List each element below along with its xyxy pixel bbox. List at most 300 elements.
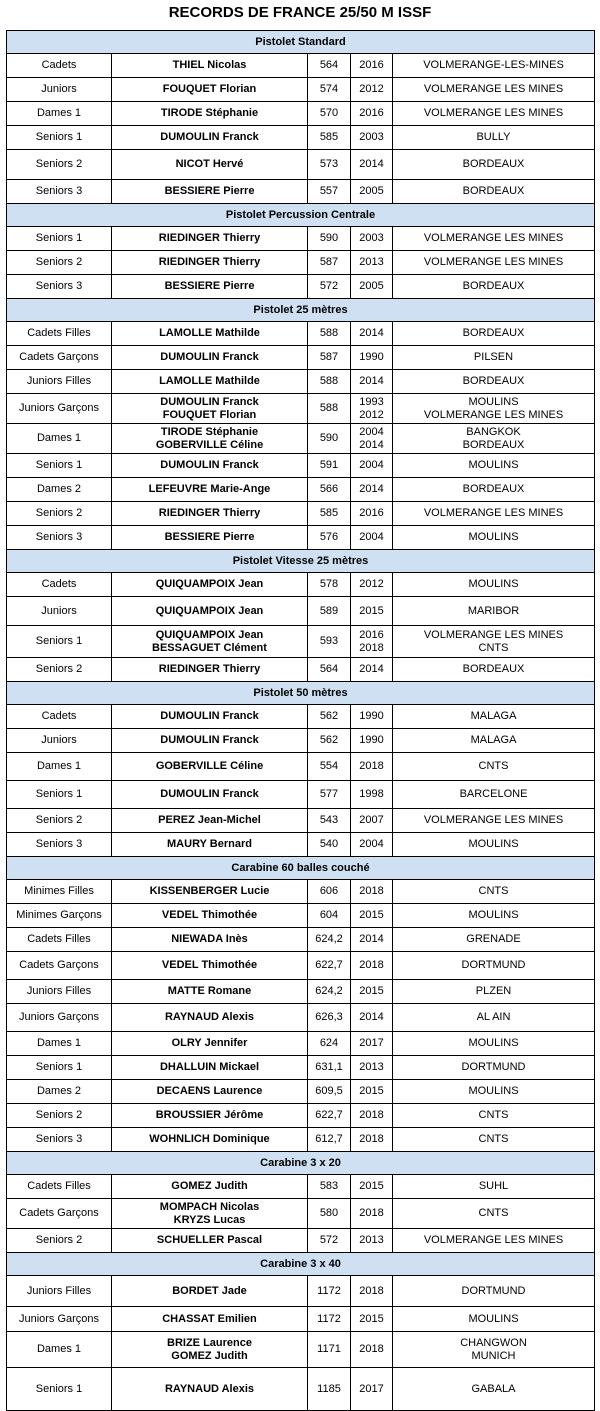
shooter-name-cell — [111, 833, 307, 856]
place-cell — [392, 705, 594, 728]
table-row — [7, 927, 594, 951]
place-cell — [392, 78, 594, 101]
year-cell — [350, 1332, 392, 1367]
section — [7, 203, 594, 298]
category-cell: Minimes Garçons — [16, 909, 102, 921]
place-cell — [392, 180, 594, 203]
place-cell-line: VOLMERANGE LES MINES — [423, 107, 564, 119]
shooter-name-cell-line: SCHUELLER Pascal — [156, 1234, 263, 1246]
year-cell — [350, 502, 392, 525]
shooter-name-cell-line: KRYZS Lucas — [173, 1213, 246, 1226]
place-cell-line: CNTS — [478, 1207, 509, 1219]
year-cell — [350, 478, 392, 501]
year-cell-line: 2015 — [359, 1312, 384, 1325]
place-cell — [392, 394, 594, 423]
place-cell — [392, 781, 594, 808]
year-cell — [350, 526, 392, 549]
place-cell-line: BULLY — [476, 131, 511, 143]
shooter-name-cell-line: MATTE Romane — [167, 985, 252, 997]
shooter-name-cell — [111, 753, 307, 780]
table-row — [7, 596, 594, 625]
shooter-name-cell — [111, 1032, 307, 1055]
section — [7, 1151, 594, 1252]
year-cell-line: 1990 — [359, 351, 384, 363]
shooter-name-cell — [111, 1004, 307, 1031]
category-cell: Seniors 3 — [35, 1133, 83, 1145]
year-cell-line: 2018 — [359, 1133, 384, 1145]
year-cell-line: 2014 — [359, 663, 384, 675]
table-row — [7, 1198, 594, 1228]
shooter-name-cell-line: BORDET Jade — [172, 1284, 247, 1297]
shooter-name-cell-line: LAMOLLE Mathilde — [159, 327, 260, 339]
year-cell-line: 2014 — [359, 327, 384, 339]
category-cell: Seniors 1 — [35, 131, 83, 143]
shooter-name-cell — [111, 904, 307, 927]
year-cell — [350, 78, 392, 101]
year-cell — [350, 1307, 392, 1331]
section — [7, 298, 594, 549]
place-cell-line: MARIBOR — [467, 604, 520, 617]
year-cell — [350, 705, 392, 728]
category-cell: Seniors 2 — [35, 507, 83, 519]
place-cell-line: CNTS — [478, 1133, 509, 1145]
score-cell: 624 — [307, 1032, 350, 1055]
table-row — [7, 179, 594, 203]
year-cell-line: 2014 — [359, 933, 384, 945]
shooter-name-cell-line: VEDEL Thimothée — [161, 959, 258, 971]
shooter-name-cell — [111, 526, 307, 549]
table-row — [7, 125, 594, 149]
shooter-name-cell-line: RIEDINGER Thierry — [158, 256, 261, 268]
place-cell — [392, 1276, 594, 1306]
shooter-name-cell — [111, 1056, 307, 1079]
place-cell-line: BORDEAUX — [462, 327, 525, 339]
table-row — [7, 780, 594, 808]
shooter-name-cell-line: LAMOLLE Mathilde — [159, 375, 260, 387]
shooter-name-cell-line: PEREZ Jean-Michel — [158, 814, 261, 826]
category-cell: Cadets Garçons — [19, 351, 99, 363]
place-cell — [392, 573, 594, 596]
table-row — [7, 951, 594, 979]
shooter-name-cell — [111, 54, 307, 77]
year-cell-line: 2016 — [359, 628, 384, 641]
place-cell-line: BORDEAUX — [462, 663, 525, 675]
place-cell-line: MOULINS — [468, 1312, 519, 1325]
section-header: Pistolet Vitesse 25 mètres — [7, 549, 594, 572]
place-cell — [392, 1080, 594, 1103]
shooter-name-cell — [111, 1307, 307, 1331]
place-cell — [392, 1032, 594, 1055]
shooter-name-cell — [111, 729, 307, 752]
score-cell: 585 — [307, 126, 350, 149]
score-cell: 622,7 — [307, 1104, 350, 1127]
place-cell-line: BORDEAUX — [462, 158, 525, 170]
table-row — [7, 525, 594, 549]
place-cell — [392, 904, 594, 927]
score-cell: 624,2 — [307, 928, 350, 951]
place-cell-line: BORDEAUX — [462, 438, 525, 451]
score-cell: 604 — [307, 904, 350, 927]
table-row — [7, 274, 594, 298]
shooter-name-cell — [111, 597, 307, 625]
table-row — [7, 1003, 594, 1031]
year-cell-line: 2013 — [359, 256, 384, 268]
shooter-name-cell-line: BESSIERE Pierre — [164, 280, 255, 292]
table-row — [7, 808, 594, 832]
year-cell-line: 2004 — [359, 531, 384, 543]
table-row — [7, 345, 594, 369]
shooter-name-cell — [111, 781, 307, 808]
shooter-name-cell-line: DUMOULIN Franck — [160, 131, 259, 143]
year-cell-line: 2018 — [359, 959, 384, 971]
shooter-name-cell-line: MOMPACH Nicolas — [159, 1200, 260, 1213]
place-cell — [392, 753, 594, 780]
place-cell-line: MOULINS — [468, 1037, 519, 1049]
score-cell: 588 — [307, 370, 350, 393]
year-cell — [350, 227, 392, 250]
category-cell: Dames 1 — [36, 760, 82, 772]
year-cell — [350, 180, 392, 203]
year-cell — [350, 1368, 392, 1410]
section — [7, 681, 594, 856]
year-cell-line: 1993 — [359, 395, 384, 408]
shooter-name-cell — [111, 1080, 307, 1103]
place-cell — [392, 809, 594, 832]
category-cell: Juniors Garçons — [18, 402, 100, 414]
score-cell: 624,2 — [307, 980, 350, 1003]
score-cell: 590 — [307, 424, 350, 453]
score-cell: 622,7 — [307, 952, 350, 979]
shooter-name-cell — [111, 102, 307, 125]
shooter-name-cell — [111, 573, 307, 596]
table-row — [7, 572, 594, 596]
table-row — [7, 1031, 594, 1055]
shooter-name-cell-line: VEDEL Thimothée — [161, 909, 258, 921]
place-cell — [392, 526, 594, 549]
place-cell-line: PLZEN — [475, 985, 512, 997]
shooter-name-cell — [111, 150, 307, 179]
shooter-name-cell-line: GOMEZ Judith — [171, 1180, 248, 1192]
table-row — [7, 879, 594, 903]
score-cell: 588 — [307, 322, 350, 345]
year-cell — [350, 126, 392, 149]
category-cell: Seniors 1 — [35, 788, 83, 800]
category-cell: Dames 2 — [36, 483, 82, 495]
place-cell-line: MOULINS — [468, 395, 519, 408]
category-cell: Cadets Garçons — [19, 959, 99, 971]
year-cell — [350, 1032, 392, 1055]
place-cell — [392, 928, 594, 951]
year-cell — [350, 102, 392, 125]
year-cell-line: 2015 — [359, 1180, 384, 1192]
year-cell — [350, 809, 392, 832]
category-cell: Cadets — [41, 59, 77, 71]
category-cell: Juniors — [41, 83, 77, 95]
table-row — [7, 1306, 594, 1331]
section-header: Pistolet Percussion Centrale — [7, 203, 594, 226]
score-cell: 573 — [307, 150, 350, 179]
score-cell: 631,1 — [307, 1056, 350, 1079]
year-cell-line: 2012 — [359, 578, 384, 590]
place-cell — [392, 597, 594, 625]
place-cell-line: CNTS — [478, 1109, 509, 1121]
shooter-name-cell-line: DUMOULIN Franck — [160, 788, 259, 800]
year-cell — [350, 952, 392, 979]
shooter-name-cell-line: GOMEZ Judith — [171, 1349, 248, 1362]
records-table — [6, 30, 595, 1411]
shooter-name-cell-line: DUMOULIN Franck — [160, 459, 259, 471]
score-cell: 587 — [307, 251, 350, 274]
place-cell — [392, 1175, 594, 1198]
shooter-name-cell — [111, 454, 307, 477]
category-cell: Juniors Filles — [26, 985, 92, 997]
score-cell: 554 — [307, 753, 350, 780]
table-row — [7, 149, 594, 179]
category-cell: Cadets Filles — [27, 327, 91, 339]
place-cell — [392, 952, 594, 979]
year-cell-line: 2004 — [359, 425, 384, 438]
shooter-name-cell-line: RAYNAUD Alexis — [164, 1011, 255, 1023]
score-cell: 583 — [307, 1175, 350, 1198]
place-cell-line: MOULINS — [468, 909, 519, 921]
place-cell — [392, 1199, 594, 1228]
shooter-name-cell — [111, 1276, 307, 1306]
shooter-name-cell — [111, 880, 307, 903]
shooter-name-cell — [111, 1368, 307, 1410]
year-cell-line: 2013 — [359, 1234, 384, 1246]
place-cell — [392, 478, 594, 501]
shooter-name-cell — [111, 502, 307, 525]
shooter-name-cell-line: FOUQUET Florian — [162, 83, 257, 95]
shooter-name-cell — [111, 346, 307, 369]
place-cell-line: MOULINS — [468, 578, 519, 590]
category-cell: Juniors Garçons — [18, 1312, 100, 1325]
place-cell — [392, 346, 594, 369]
year-cell — [350, 904, 392, 927]
place-cell-line: MOULINS — [468, 838, 519, 850]
shooter-name-cell-line: BRIZE Laurence — [167, 1336, 252, 1349]
score-cell: 564 — [307, 658, 350, 681]
year-cell — [350, 1128, 392, 1151]
category-cell: Juniors Filles — [26, 375, 92, 387]
section — [7, 856, 594, 1151]
place-cell — [392, 1332, 594, 1367]
section-header: Pistolet 25 mètres — [7, 298, 594, 321]
category-cell: Seniors 3 — [35, 531, 83, 543]
shooter-name-cell — [111, 1104, 307, 1127]
year-cell — [350, 1004, 392, 1031]
place-cell-line: BARCELONE — [459, 788, 528, 800]
year-cell-line: 2014 — [359, 158, 384, 170]
shooter-name-cell-line: BESSIERE Pierre — [164, 531, 255, 543]
table-row — [7, 832, 594, 856]
shooter-name-cell-line: KISSENBERGER Lucie — [149, 885, 270, 897]
place-cell-line: DORTMUND — [461, 959, 526, 971]
place-cell — [392, 1128, 594, 1151]
category-cell: Juniors — [41, 604, 77, 617]
year-cell — [350, 1199, 392, 1228]
place-cell-line: VOLMERANGE LES MINES — [423, 507, 564, 519]
place-cell-line: VOLMERANGE-LES-MINES — [423, 59, 564, 71]
place-cell — [392, 880, 594, 903]
year-cell-line: 2016 — [359, 59, 384, 71]
shooter-name-cell-line: DHALLUIN Mickael — [159, 1061, 260, 1073]
shooter-name-cell-line: MAURY Bernard — [167, 838, 252, 850]
year-cell-line: 2014 — [359, 483, 384, 495]
category-cell: Dames 1 — [36, 1037, 82, 1049]
score-cell: 593 — [307, 626, 350, 657]
place-cell-line: GABALA — [471, 1382, 516, 1395]
table-row — [7, 1055, 594, 1079]
place-cell-line: MOULINS — [468, 459, 519, 471]
shooter-name-cell-line: RIEDINGER Thierry — [158, 232, 261, 244]
table-row — [7, 704, 594, 728]
shooter-name-cell — [111, 322, 307, 345]
shooter-name-cell — [111, 1229, 307, 1252]
year-cell — [350, 928, 392, 951]
score-cell: 570 — [307, 102, 350, 125]
shooter-name-cell-line: TIRODE Stéphanie — [160, 107, 259, 119]
section-header: Carabine 60 balles couché — [7, 856, 594, 879]
year-cell-line: 2018 — [359, 1343, 384, 1355]
shooter-name-cell-line: BROUSSIER Jérôme — [155, 1109, 264, 1121]
year-cell — [350, 1229, 392, 1252]
category-cell: Seniors 1 — [35, 635, 83, 647]
score-cell: 591 — [307, 454, 350, 477]
place-cell-line: AL AIN — [476, 1011, 511, 1023]
shooter-name-cell-line: QUIQUAMPOIX Jean — [155, 578, 264, 590]
category-cell: Seniors 2 — [35, 256, 83, 268]
table-row — [7, 1127, 594, 1151]
place-cell-line: DORTMUND — [461, 1284, 526, 1297]
year-cell — [350, 251, 392, 274]
shooter-name-cell — [111, 126, 307, 149]
year-cell-line: 2018 — [359, 1207, 384, 1219]
year-cell-line: 2012 — [359, 408, 384, 421]
year-cell-line: 2007 — [359, 814, 384, 826]
shooter-name-cell — [111, 251, 307, 274]
place-cell — [392, 227, 594, 250]
score-cell: 580 — [307, 1199, 350, 1228]
year-cell-line: 2013 — [359, 1061, 384, 1073]
table-row — [7, 226, 594, 250]
year-cell — [350, 1056, 392, 1079]
place-cell-line: MALAGA — [470, 734, 517, 746]
place-cell — [392, 1056, 594, 1079]
section-header: Pistolet 50 mètres — [7, 681, 594, 704]
place-cell — [392, 275, 594, 298]
score-cell: 578 — [307, 573, 350, 596]
score-cell: 1171 — [307, 1332, 350, 1367]
shooter-name-cell-line: RIEDINGER Thierry — [158, 663, 261, 675]
shooter-name-cell — [111, 370, 307, 393]
year-cell-line: 2015 — [359, 909, 384, 921]
year-cell-line: 2015 — [359, 604, 384, 617]
place-cell-line: VOLMERANGE LES MINES — [423, 814, 564, 826]
shooter-name-cell-line: NICOT Hervé — [175, 158, 244, 170]
shooter-name-cell — [111, 1175, 307, 1198]
score-cell: 577 — [307, 781, 350, 808]
year-cell — [350, 394, 392, 423]
place-cell-line: MOULINS — [468, 531, 519, 543]
category-cell: Cadets — [41, 578, 77, 590]
year-cell — [350, 454, 392, 477]
shooter-name-cell — [111, 478, 307, 501]
year-cell — [350, 833, 392, 856]
place-cell-line: GRENADE — [466, 933, 521, 945]
place-cell — [392, 150, 594, 179]
shooter-name-cell — [111, 180, 307, 203]
shooter-name-cell-line: GOBERVILLE Céline — [155, 760, 264, 772]
shooter-name-cell-line: DUMOULIN Franck — [160, 710, 259, 722]
section-header: Carabine 3 x 40 — [7, 1252, 594, 1275]
page-title: RECORDS DE FRANCE 25/50 M ISSF — [168, 4, 432, 21]
table-row — [7, 1174, 594, 1198]
place-cell-line: MALAGA — [470, 710, 517, 722]
category-cell: Dames 1 — [36, 107, 82, 119]
score-cell: 1185 — [307, 1368, 350, 1410]
score-cell: 585 — [307, 502, 350, 525]
place-cell-line: MOULINS — [468, 1085, 519, 1097]
category-cell: Seniors 2 — [35, 663, 83, 675]
place-cell-line: BORDEAUX — [462, 483, 525, 495]
table-row — [7, 1079, 594, 1103]
category-cell: Seniors 2 — [35, 814, 83, 826]
table-row — [7, 1103, 594, 1127]
place-cell — [392, 54, 594, 77]
shooter-name-cell — [111, 394, 307, 423]
place-cell-line: VOLMERANGE LES MINES — [423, 1234, 564, 1246]
shooter-name-cell-line: OLRY Jennifer — [171, 1037, 248, 1049]
place-cell-line: SUHL — [478, 1180, 509, 1192]
score-cell: 590 — [307, 227, 350, 250]
shooter-name-cell — [111, 658, 307, 681]
table-row — [7, 728, 594, 752]
year-cell-line: 2004 — [359, 838, 384, 850]
category-cell: Cadets Garçons — [19, 1207, 99, 1219]
shooter-name-cell — [111, 1199, 307, 1228]
score-cell: 587 — [307, 346, 350, 369]
score-cell: 574 — [307, 78, 350, 101]
shooter-name-cell-line: QUIQUAMPOIX Jean — [155, 628, 264, 641]
score-cell: 540 — [307, 833, 350, 856]
shooter-name-cell — [111, 1128, 307, 1151]
place-cell-line: CHANGWON — [460, 1336, 527, 1349]
table-row — [7, 1228, 594, 1252]
category-cell: Dames 2 — [36, 1085, 82, 1097]
score-cell: 589 — [307, 597, 350, 625]
score-cell: 562 — [307, 729, 350, 752]
score-cell: 612,7 — [307, 1128, 350, 1151]
category-cell: Seniors 3 — [35, 280, 83, 292]
score-cell: 543 — [307, 809, 350, 832]
category-cell: Seniors 2 — [35, 1109, 83, 1121]
place-cell — [392, 658, 594, 681]
place-cell-line: DORTMUND — [461, 1061, 526, 1073]
year-cell-line: 2014 — [359, 438, 384, 451]
year-cell-line: 2003 — [359, 131, 384, 143]
table-row — [7, 77, 594, 101]
table-row — [7, 393, 594, 423]
shooter-name-cell-line: CHASSAT Emilien — [162, 1312, 257, 1325]
table-row — [7, 625, 594, 657]
table-row — [7, 657, 594, 681]
score-cell: 564 — [307, 54, 350, 77]
year-cell — [350, 597, 392, 625]
year-cell — [350, 1175, 392, 1198]
table-row — [7, 1275, 594, 1306]
place-cell — [392, 502, 594, 525]
